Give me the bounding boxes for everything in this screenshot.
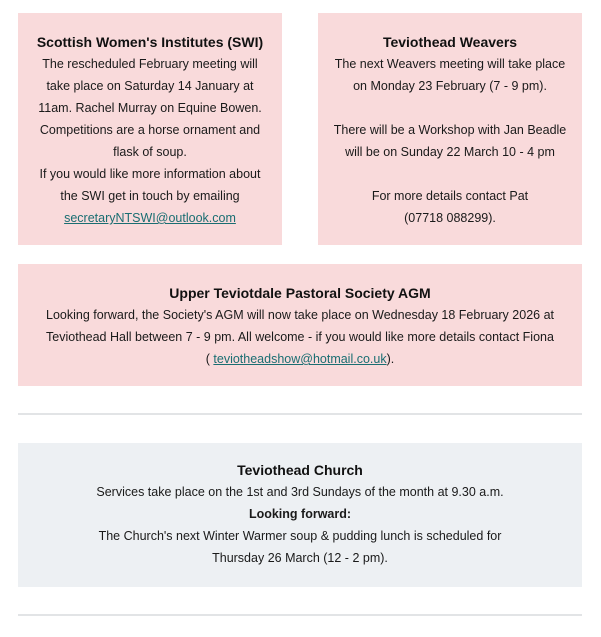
weavers-workshop-line: There will be a Workshop with Jan Beadle	[333, 123, 567, 137]
swi-text-line: take place on Saturday 14 January at	[46, 79, 254, 93]
swi-text-line: the SWI get in touch by emailing	[60, 189, 240, 203]
weavers-meeting-line: The next Weavers meeting will take place	[334, 57, 566, 71]
pastoral-title: Upper Teviotdale Pastoral Society AGM	[169, 285, 431, 301]
pastoral-text-line: Teviothead Hall between 7 - 9 pm. All welcome - if you would like more details contact Fiona	[46, 330, 554, 344]
church-event-line: The Church's next Winter Warmer soup & pudding lunch is scheduled for	[98, 529, 502, 543]
weavers-contact-line: For more details contact Pat	[371, 189, 529, 203]
section-divider	[18, 614, 582, 616]
pastoral-email-link[interactable]: teviotheadshow@hotmail.co.uk	[213, 352, 387, 366]
weavers-workshop-line: will be on Sunday 22 March 10 - 4 pm	[345, 145, 555, 159]
weavers-contact-phone: (07718 088299).	[404, 211, 496, 225]
swi-card	[18, 13, 282, 245]
swi-text-line: flask of soup.	[113, 145, 187, 159]
weavers-card	[318, 13, 582, 245]
swi-email-link[interactable]: secretaryNTSWI@outlook.com	[64, 211, 236, 225]
swi-text-line: If you would like more information about	[39, 167, 261, 181]
swi-text-line: 11am. Rachel Murray on Equine Bowen.	[38, 101, 262, 115]
church-event-line: Thursday 26 March (12 - 2 pm).	[212, 551, 388, 565]
section-divider	[18, 413, 582, 415]
weavers-title: Teviothead Weavers	[382, 34, 518, 50]
swi-text-line: The rescheduled February meeting will	[42, 57, 258, 71]
swi-title: Scottish Women's Institutes (SWI)	[36, 34, 264, 50]
spacer	[318, 97, 582, 119]
open-paren: (	[205, 352, 214, 366]
church-card	[18, 443, 582, 587]
close-paren: ).	[386, 352, 395, 366]
church-looking-forward: Looking forward:	[248, 507, 352, 521]
spacer	[318, 163, 582, 185]
swi-email-row	[18, 207, 282, 229]
church-title: Teviothead Church	[237, 462, 363, 478]
swi-text-line: Competitions are a horse ornament and	[39, 123, 261, 137]
weavers-meeting-line: on Monday 23 February (7 - 9 pm).	[353, 79, 547, 93]
pastoral-card	[18, 264, 582, 386]
pastoral-email-row	[18, 348, 582, 370]
church-services: Services take place on the 1st and 3rd Sundays of the month at 9.30 a.m.	[96, 485, 504, 499]
pastoral-text-line: Looking forward, the Society's AGM will now take place on Wednesday 18 February 2026 at	[46, 308, 554, 322]
